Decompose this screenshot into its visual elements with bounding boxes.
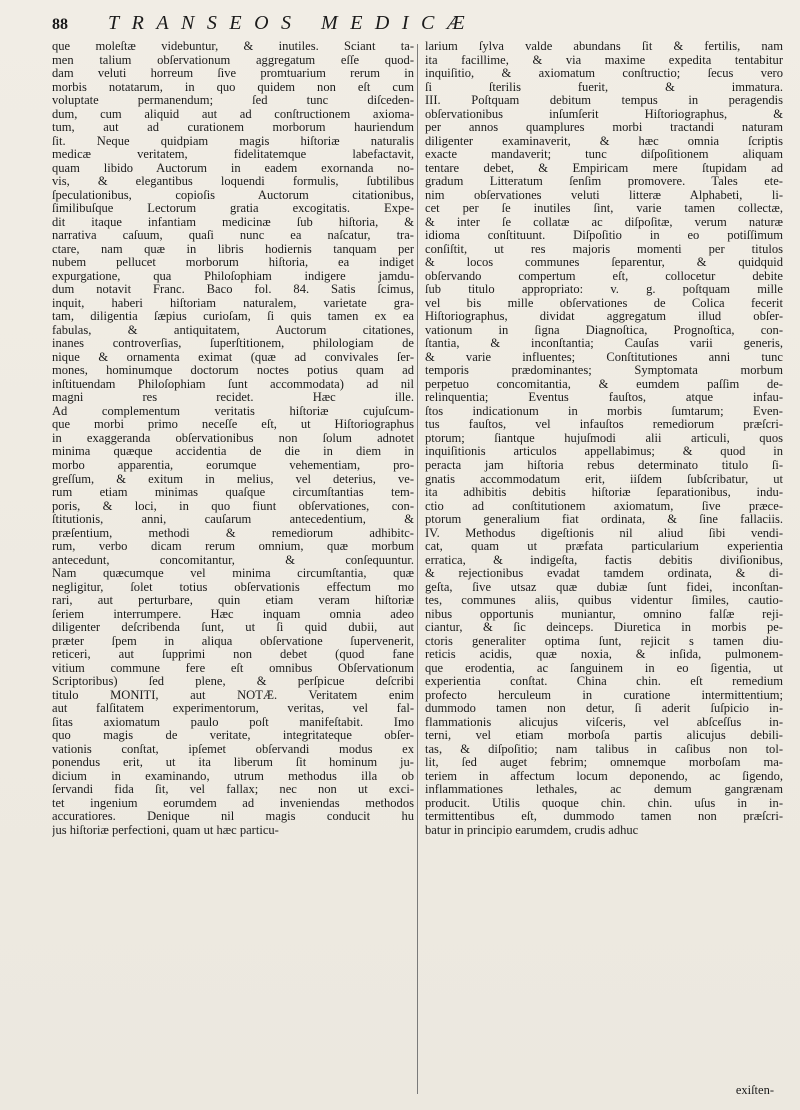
text-line: & varie influentes; Conſtitutiones anni tunc (425, 350, 783, 364)
text-line: aut falſitatem experimentorum, veritas, vel fal- (52, 702, 414, 716)
text-line: III. Poſtquam debitum tempus in peragendis (425, 94, 783, 108)
text-line: ita adhibitis debitis hiſtoriæ ſeparationibus, indu- (425, 486, 783, 500)
text-line: inflammationes lethales, ac demum gangrænam (425, 783, 783, 797)
text-line: flammationis alicujus viſceris, vel abſceſſus in- (425, 715, 783, 729)
text-line: producit. Utilis quoque chin. chin. uſus in in- (425, 796, 783, 810)
text-line: dam veluti horreum ſive promtuarium rerum in (52, 67, 414, 81)
text-line: ſtos indicationum in morbis ſumtarum; Even- (425, 404, 783, 418)
text-line: dicium in examinando, utrum methodus illa ob (52, 769, 414, 783)
text-line: inquiſitio, & axiomatum conſtructio; ſecus vero (425, 67, 783, 81)
text-line: mones, hominumque doctorum noctes potius quam ad (52, 364, 414, 378)
text-line: temporis prædominantes; Symptomata morbum (425, 364, 783, 378)
text-line: Hiſtoriographus, dividat aggregatum illud obſer- (425, 310, 783, 324)
text-line: reticis acidis, quæ noxia, & inſida, pulmonem- (425, 648, 783, 662)
text-line: morbis notatarum, in quo quidem non eſt cum (52, 80, 414, 94)
text-line: conſiſtit, ut res majoris momenti per titulos (425, 242, 783, 256)
text-line: poris, & loci, in quo fiunt obſervationes, con- (52, 499, 414, 513)
text-line: in exaggeranda obſervationibus non ſolum adnotet (52, 431, 414, 445)
text-line: præſentium, methodi & remediorum adhibitc- (52, 526, 414, 540)
text-line: larium ſylva valde abundans ſit & fertilis, nam (425, 40, 783, 53)
text-line: magni res recidet. Hæc ille. (52, 391, 414, 405)
text-line: experientia conſtat. China chin. eſt remedium (425, 675, 783, 689)
text-line: vitium commune fere eſt omnibus Obſervationum (52, 661, 414, 675)
text-line: Scriptoribus) ſed plene, & perſpicue deſcribi (52, 675, 414, 689)
text-line: ſervandi fida ſit, vel fallax; nec non ut exci- (52, 783, 414, 797)
text-line: peracta jam hiſtoria rebus determinato titulo ſi- (425, 458, 783, 472)
text-line: vationum in ſigna Diagnoſtica, Prognoſtica, con- (425, 323, 783, 337)
text-line: ſtantia, & inconſtantia; Cauſas varii generis, (425, 337, 783, 351)
page-number: 88 (52, 16, 68, 33)
text-line: titulo MONITI, aut NOTÆ. Veritatem enim (52, 688, 414, 702)
text-line: ſi ſterilis fuerit, & immatura. (425, 80, 783, 94)
text-line: diligenter examinaverit, & hæc omnia ſcriptis (425, 134, 783, 148)
text-line: ſtitutionis, anni, cauſarum antecedentium, & (52, 513, 414, 527)
text-line: vis, & elegantibus loquendi formulis, ſubtilibus (52, 175, 414, 189)
text-line: ptorum generalium fiat ordinata, & ſine fallaciis. (425, 513, 783, 527)
text-line: rari, aut perturbare, quin etiam veram hiſtoriæ (52, 594, 414, 608)
text-line: & inter ſe collatæ ac diſpoſitæ, verum naturæ (425, 215, 783, 229)
text-line: ſit. Neque quidpiam magis hiſtoriæ naturalis (52, 134, 414, 148)
text-line: ciantur, & ſic deinceps. Diuretica in morbis pe- (425, 621, 783, 635)
text-line: termittentibus eſt, dummodo tamen non præſcri- (425, 810, 783, 824)
text-line: rum, verbo dicam rerum omnium, quæ morbum (52, 540, 414, 554)
text-line: relinquentia; Eventus fauſtos, atque infau- (425, 391, 783, 405)
text-line: tus fauſtos, vel infauſtos remediorum præſcri- (425, 418, 783, 432)
text-line: voluptate permanendum; ſed tunc diſceden- (52, 94, 414, 108)
text-line: ſeriem interrumpere. Hæc inquam omnia adeo (52, 607, 414, 621)
text-line: præter ſpem in aliqua obſervatione ſupervenerit, (52, 634, 414, 648)
text-line: negligitur, ſolet totius obſervationis effectum mo (52, 580, 414, 594)
text-line: nique & ornamenta eximat (quæ ad convivales ſer- (52, 350, 414, 364)
text-line: nibus opportunis muniantur, omnino falſæ reji- (425, 607, 783, 621)
text-line: tet ingenium eorumdem ad inveniendas methodos (52, 796, 414, 810)
text-line: Nam quæcumque vel minima circumſtantia, quæ (52, 567, 414, 581)
text-line: nim obſervationes veluti litteræ Alphabeti, li- (425, 188, 783, 202)
text-line: idioma conſtituunt. Diſpoſitio in eo potiſſimum (425, 229, 783, 243)
text-line: exacte mandaverit; tunc diſpoſitionem aliquam (425, 148, 783, 162)
text-line: tes, communes aliis, quibus videntur ſimiles, cautio- (425, 594, 783, 608)
text-line: ctare, nam quæ in libris hodiernis tanquam per (52, 242, 414, 256)
text-line: narrativa caſuum, quaſi nunc ea naſcatur, tra- (52, 229, 414, 243)
text-line: teriem in affectum locum deponendo, ac ſigendo, (425, 769, 783, 783)
text-line: ptorum; ſiantque hujuſmodi alii articuli, quos (425, 431, 783, 445)
text-line: tas, & diſpoſitio; nam talibus in caſibus non tol- (425, 742, 783, 756)
left-column (52, 40, 414, 837)
text-line: que erodentia, ac ſanguinem in eo ſigentia, ut (425, 661, 783, 675)
text-line: perpetuo concomitantia, & eumdem paſſim de- (425, 377, 783, 391)
text-line: jus hiſtoriæ perfectioni, quam ut hæc particu- (52, 823, 279, 837)
text-line: per annos quamplures morbi tractandi naturam (425, 121, 783, 135)
right-column (425, 40, 783, 837)
text-line: ponendus erit, ut ita liberum ſit hominum ju- (52, 756, 414, 770)
column-divider (417, 44, 418, 1094)
text-line: greſſum, & exitum in melius, vel deterius, ve- (52, 472, 414, 486)
text-line: inquit, haberi hiſtoriam naturalem, varietate gra- (52, 296, 414, 310)
text-line: obſervationibus inſumſerit Hiſtoriographus, & (425, 107, 783, 121)
text-line: inquiſitionis articulos appellabimus; & quod in (425, 445, 783, 459)
text-line: diligenter deſcribenda ſunt, ut ſi quid dubii, aut (52, 621, 414, 635)
text-line: quo magis de veritate, integritateque obſer- (52, 729, 414, 743)
text-line: cat, quam ut præfata particularium experientia (425, 540, 783, 554)
text-line: que morbi primo neceſſe eſt, ut Hiſtoriographus (52, 418, 414, 432)
text-line: & rejectionibus evadat tamdem ordinata, & di- (425, 567, 783, 581)
text-line: men talium obſervationum aggregatum eſſe quod- (52, 53, 414, 67)
running-title: TRANSEOS MEDICÆ (108, 12, 478, 34)
text-line: Ad complementum veritatis hiſtoriæ cujuſcum- (52, 404, 414, 418)
text-line: geſta, ſive utsaz quæ dubiæ ſunt fidei, inconſtan- (425, 580, 783, 594)
text-line: morbo apparentia, eorumque vehementiam, pro- (52, 458, 414, 472)
text-line: & locos communes ſeparentur, & quidquid (425, 256, 783, 270)
text-line: rum etiam minimas quaſque circumſtantias tem- (52, 486, 414, 500)
text-line: ita facillime, & via maxime expedita tentabitur (425, 53, 783, 67)
text-line: inanes controverſias, ſuperſtitionem, philologiam de (52, 337, 414, 351)
text-line: ctio ad conſtitutionem axiomatum, ſive præce- (425, 499, 783, 513)
text-line: quam libido Auctorum in eadem exornanda no- (52, 161, 414, 175)
text-line: ctoris generaliter optima ſunt, rejicit s tamen diu- (425, 634, 783, 648)
text-line: gnatis accommodatum erit, iiſdem ſubſcribatur, ut (425, 472, 783, 486)
text-line: nubem pellucet morborum hiſtoria, ea indiget (52, 256, 414, 270)
text-line: profecto herculeum in curatione intermittentium; (425, 688, 783, 702)
text-line: ſpeculationibus, copioſis Auctorum citationibus, (52, 188, 414, 202)
text-line: cet per ſe inutiles ſint, varie tamen collectæ, (425, 202, 783, 216)
catchword: exiſten- (735, 1083, 774, 1097)
text-line: medicæ veritatem, fidelitatemque labefactavit, (52, 148, 414, 162)
text-line: minima quæque accidentia de die in diem in (52, 445, 414, 459)
text-line: dum notavit Franc. Baco fol. 84. Satis ſcimus, (52, 283, 414, 297)
text-line: dum, cum aliquid aut ad conſtructionem axioma- (52, 107, 414, 121)
text-line: ſitas axiomatum paulo poſt manifeſtabit. Imo (52, 715, 414, 729)
text-line: expurgatione, qua Philoſophiam indigere jamdu- (52, 269, 414, 283)
text-line: vationis conſtat, ipſemet obſervandi modus ex (52, 742, 414, 756)
running-head (52, 12, 770, 38)
text-line: vel bis mille obſervationes de Colica fecerit (425, 296, 783, 310)
text-line: IV. Methodus digeſtionis nil aliud ſibi vendi- (425, 526, 783, 540)
text-line: tentare debet, & Empiricam mere ſtupidam ad (425, 161, 783, 175)
text-line: tam, diligentia ſæpius curioſam, ſi quis tamen ex ea (52, 310, 414, 324)
text-line: fabulas, & antiquitatem, Auctorum citationes, (52, 323, 414, 337)
text-line: reticeri, aut ſupprimi non debet (quod fane (52, 648, 414, 662)
text-line: que moleſtæ videbuntur, & inutiles. Sciant ta- (52, 40, 414, 53)
text-line: tum, aut ad curationem morborum hauriendum (52, 121, 414, 135)
text-line: batur in principio earumdem, crudis adhuc (425, 823, 639, 837)
text-line: lit, ſed auget febrim; omnemque morboſam ma- (425, 756, 783, 770)
text-line: terni, vel etiam morboſa partis alicujus debili- (425, 729, 783, 743)
text-line: dummodo tamen non detur, ſi aderit ſuſpicio in- (425, 702, 783, 716)
text-line: ſimilibuſque Lectorum gratia excogitatis. Expe- (52, 202, 414, 216)
text-line: antecedunt, concomitantur, & conſequuntur. (52, 553, 414, 567)
text-line: ſub titulo appropriato: v. g. poſtquam mille (425, 283, 783, 297)
text-line: inſtituendam Philoſophiam ſunt accommodata) ad nil (52, 377, 414, 391)
text-line: dit itaque infantiam medicinæ ſub hiſtoria, & (52, 215, 414, 229)
text-line: obſervando compertum eſt, collocetur debite (425, 269, 783, 283)
text-line: accuratiores. Denique nil magis conducit hu (52, 810, 414, 824)
text-line: gradum Litteratum ſenſim promovere. Tales ete- (425, 175, 783, 189)
text-line: erratica, & indigeſta, factis debitis diviſionibus, (425, 553, 783, 567)
